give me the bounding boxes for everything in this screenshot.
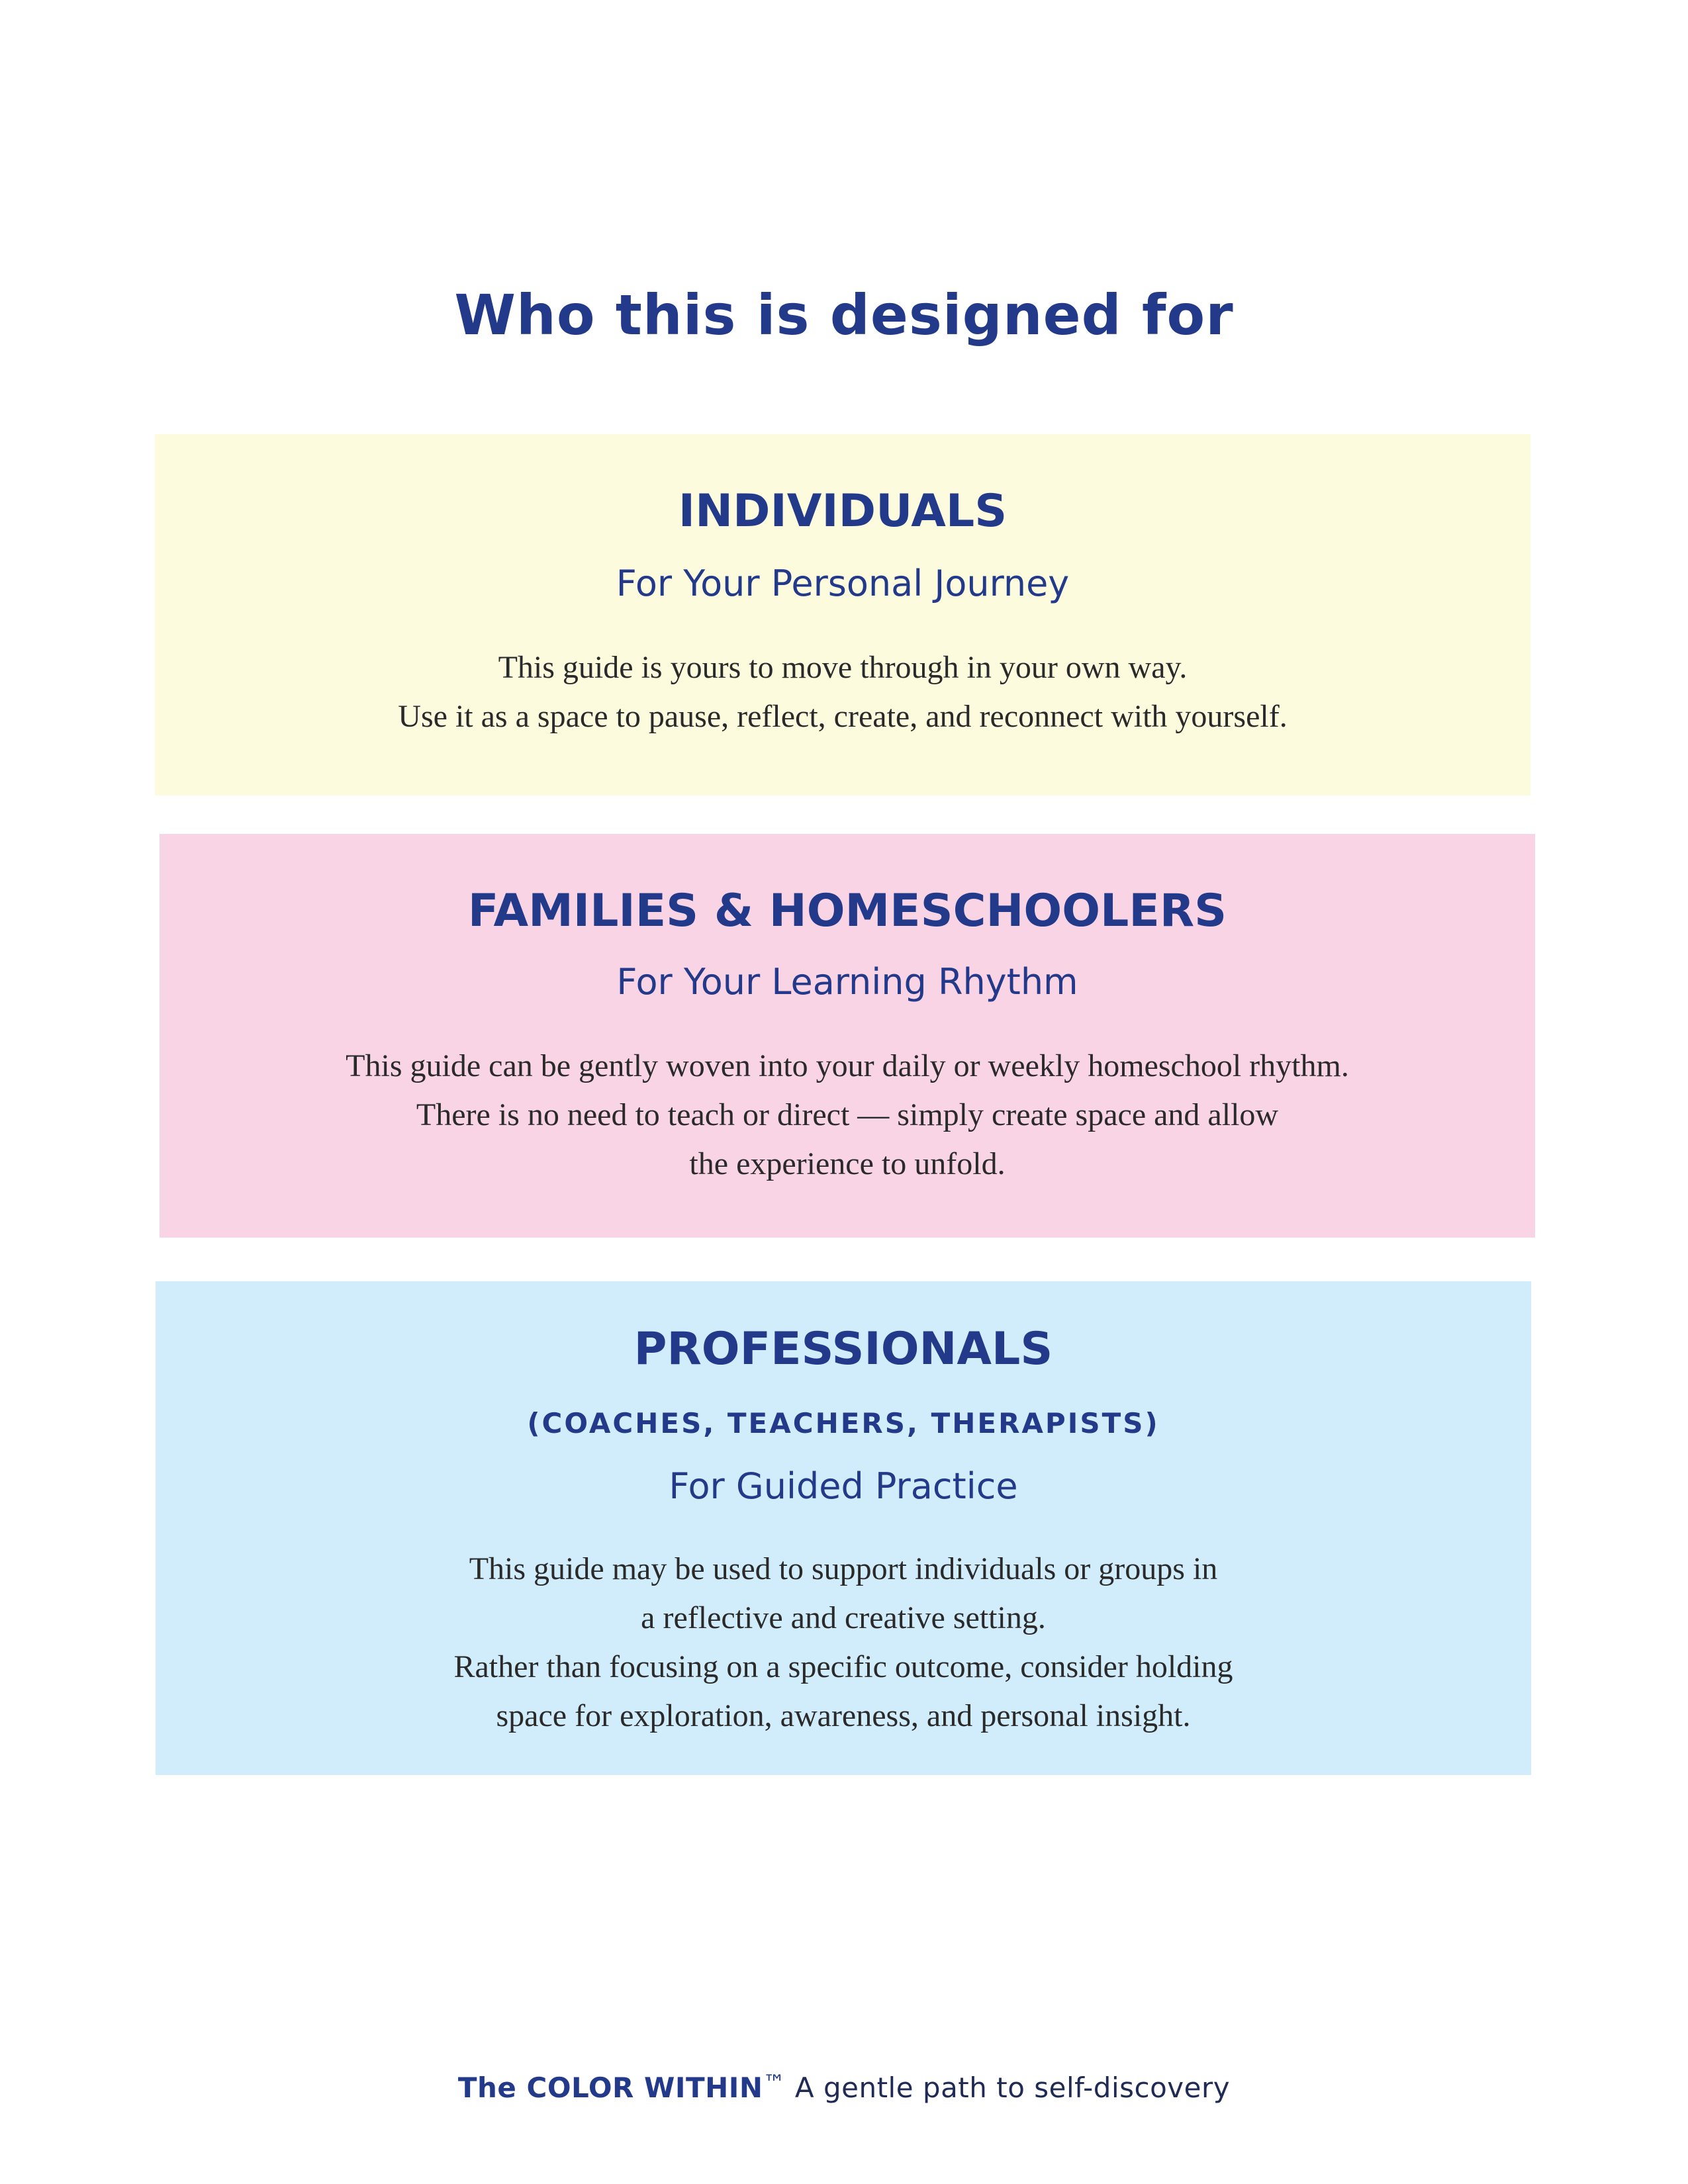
professionals-roles: (COACHES, TEACHERS, THERAPISTS): [527, 1407, 1160, 1439]
footer-tagline: A gentle path to self-discovery: [786, 2071, 1231, 2104]
page-title: Who this is designed for: [454, 283, 1234, 347]
individuals-heading: INDIVIDUALS: [678, 485, 1008, 537]
families-body-line: There is no need to teach or direct — simply create space and allow: [416, 1097, 1279, 1132]
families-panel: [160, 834, 1535, 1238]
families-body-line: the experience to unfold.: [689, 1146, 1006, 1181]
individuals-subheading: For Your Personal Journey: [616, 563, 1070, 604]
trademark-symbol: ™: [763, 2070, 786, 2097]
professionals-body-line: This guide may be used to support individuals or groups in: [469, 1551, 1218, 1586]
families-body: [160, 1042, 1535, 1189]
families-subheading: For Your Learning Rhythm: [616, 961, 1078, 1003]
professionals-body-line: Rather than focusing on a specific outcome, consider holding: [453, 1649, 1233, 1684]
footer-brand: The COLOR WITHIN: [457, 2071, 763, 2104]
individuals-panel: [155, 434, 1530, 796]
professionals-subheading: For Guided Practice: [669, 1465, 1018, 1507]
families-body-line: This guide can be gently woven into your daily or weekly homeschool rhythm.: [346, 1048, 1349, 1083]
individuals-body-line: This guide is yours to move through in your own way.: [498, 650, 1188, 685]
individuals-body-line: Use it as a space to pause, reflect, create, and reconnect with yourself.: [398, 699, 1288, 734]
professionals-heading: PROFESSIONALS: [633, 1323, 1053, 1375]
footer: [0, 2070, 1688, 2104]
individuals-body: [155, 643, 1530, 741]
professionals-body-line: a reflective and creative setting.: [641, 1600, 1046, 1635]
families-heading: FAMILIES & HOMESCHOOLERS: [467, 885, 1227, 937]
professionals-body: [156, 1545, 1531, 1741]
professionals-body-line: space for exploration, awareness, and personal insight.: [496, 1698, 1191, 1733]
professionals-panel: [156, 1281, 1531, 1775]
